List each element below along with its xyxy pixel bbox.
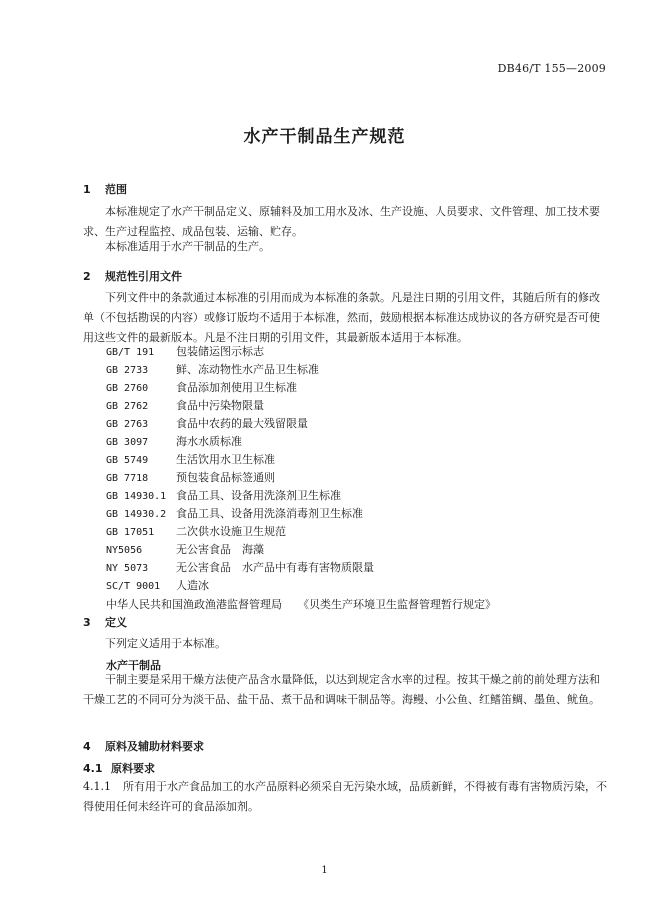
reference-code: SC/T 9001 bbox=[106, 581, 161, 592]
section-number: 1 bbox=[83, 183, 91, 196]
reference-title: 包装储运图示标志 bbox=[176, 345, 264, 358]
section-number: 4 bbox=[83, 740, 91, 753]
reference-code: NY 5073 bbox=[106, 563, 149, 574]
section-title: 定义 bbox=[105, 616, 127, 629]
reference-item bbox=[106, 397, 496, 415]
subsection-title: 原料要求 bbox=[111, 762, 155, 775]
section-3-paragraph-2 bbox=[83, 670, 609, 710]
reference-title: 《贝类生产环境卫生监督管理暂行规定》 bbox=[298, 598, 496, 611]
reference-item bbox=[106, 415, 496, 433]
reference-title: 鲜、冻动物性水产品卫生标准 bbox=[176, 363, 319, 376]
reference-item bbox=[106, 433, 496, 451]
reference-code: NY5056 bbox=[106, 545, 143, 556]
reference-item bbox=[106, 505, 496, 523]
reference-item bbox=[106, 379, 496, 397]
section-3-paragraph-1 bbox=[83, 634, 609, 654]
section-title: 范围 bbox=[105, 183, 127, 196]
paragraph-text: 本标准适用于水产干制品的生产。 bbox=[105, 240, 270, 253]
reference-title: 食品中污染物限量 bbox=[176, 399, 264, 412]
reference-code: GB 2762 bbox=[106, 401, 149, 412]
section-2-paragraph-1 bbox=[83, 288, 609, 348]
paragraph-text: 本标准规定了水产干制品定义、原辅料及加工用水及冰、生产设施、人员要求、文件管理、加工技术要求、生产过程监控、成品包装、运输、贮存。 bbox=[83, 205, 600, 238]
paragraph-text: 下列文件中的条款通过本标准的引用而成为本标准的条款。凡是注日期的引用文件，其随后所有的修改单（不包括勘误的内容）或修订版均不适用于本标准，然而，鼓励根据本标准达成协议的各方研究是否可使用这些文件的最新版本。凡是不注日期的引用文件，其最新版本适用于本标准。 bbox=[83, 291, 600, 344]
reference-code: GB 14930.1 bbox=[106, 491, 167, 502]
reference-item bbox=[106, 451, 496, 469]
page-number: 1 bbox=[321, 865, 328, 876]
subsection-number: 4.1 bbox=[83, 762, 103, 775]
reference-item bbox=[106, 469, 496, 487]
reference-item bbox=[106, 577, 496, 595]
section-1-paragraph-2 bbox=[83, 237, 609, 257]
reference-code: GB 3097 bbox=[106, 437, 149, 448]
reference-title: 二次供水设施卫生规范 bbox=[176, 525, 286, 538]
section-title: 规范性引用文件 bbox=[105, 270, 182, 283]
section-3-heading bbox=[83, 614, 127, 630]
reference-item-regulation bbox=[106, 596, 496, 614]
reference-code: GB/T 191 bbox=[106, 347, 155, 358]
reference-title: 食品工具、设备用洗涤剂卫生标准 bbox=[176, 489, 341, 502]
reference-code: GB 14930.2 bbox=[106, 509, 167, 520]
reference-title: 食品中农药的最大残留限量 bbox=[176, 417, 308, 430]
reference-item bbox=[106, 343, 496, 361]
reference-code: GB 2733 bbox=[106, 365, 149, 376]
section-title: 原料及辅助材料要求 bbox=[105, 740, 204, 753]
section-1-paragraph-1 bbox=[83, 202, 609, 242]
reference-item bbox=[106, 361, 496, 379]
defined-term: 水产干制品 bbox=[106, 659, 161, 672]
reference-item bbox=[106, 541, 496, 559]
reference-code: GB 7718 bbox=[106, 473, 149, 484]
reference-code: GB 2760 bbox=[106, 383, 149, 394]
reference-title: 生活饮用水卫生标准 bbox=[176, 453, 275, 466]
reference-code: GB 2763 bbox=[106, 419, 149, 430]
clause-number: 4.1.1 bbox=[83, 780, 111, 793]
paragraph-text: 干制主要是采用干燥方法使产品含水量降低，以达到规定含水率的过程。按其干燥之前的前处理方法和干燥工艺的不同可分为淡干品、盐干品、煮干品和调味干制品等。海鳗、小公鱼、红鳍笛鲷、墨鱼、鱿鱼。 bbox=[83, 673, 600, 706]
clause-4-1-1 bbox=[83, 777, 609, 817]
reference-title: 无公害食品 水产品中有毒有害物质限量 bbox=[176, 561, 374, 574]
reference-title: 食品添加剂使用卫生标准 bbox=[176, 381, 297, 394]
document-title: 水产干制品生产规范 bbox=[243, 127, 406, 147]
reference-title: 预包装食品标签通则 bbox=[176, 471, 275, 484]
reference-title: 人造冰 bbox=[176, 579, 209, 592]
subsection-4-1-heading bbox=[83, 760, 155, 776]
section-number: 3 bbox=[83, 616, 91, 629]
reference-title: 无公害食品 海藻 bbox=[176, 543, 264, 556]
section-4-heading bbox=[83, 738, 204, 754]
reference-title: 食品工具、设备用洗涤消毒剂卫生标准 bbox=[176, 507, 363, 520]
reference-item bbox=[106, 523, 496, 541]
reference-item bbox=[106, 487, 496, 505]
section-2-heading bbox=[83, 268, 182, 284]
reference-title: 海水水质标准 bbox=[176, 435, 242, 448]
paragraph-text: 下列定义适用于本标准。 bbox=[105, 637, 226, 650]
standard-code: DB46/T 155—2009 bbox=[497, 62, 606, 75]
section-number: 2 bbox=[83, 270, 91, 283]
clause-text: 所有用于水产食品加工的水产品原料必须采自无污染水域，品质新鲜，不得被有毒有害物质污染，不得使用任何未经许可的食品添加剂。 bbox=[83, 780, 607, 813]
reference-organization: 中华人民共和国渔政渔港监督管理局 bbox=[106, 598, 282, 611]
reference-item bbox=[106, 559, 496, 577]
normative-reference-list bbox=[106, 343, 496, 614]
section-1-heading bbox=[83, 181, 127, 197]
reference-code: GB 5749 bbox=[106, 455, 149, 466]
reference-code: GB 17051 bbox=[106, 527, 155, 538]
